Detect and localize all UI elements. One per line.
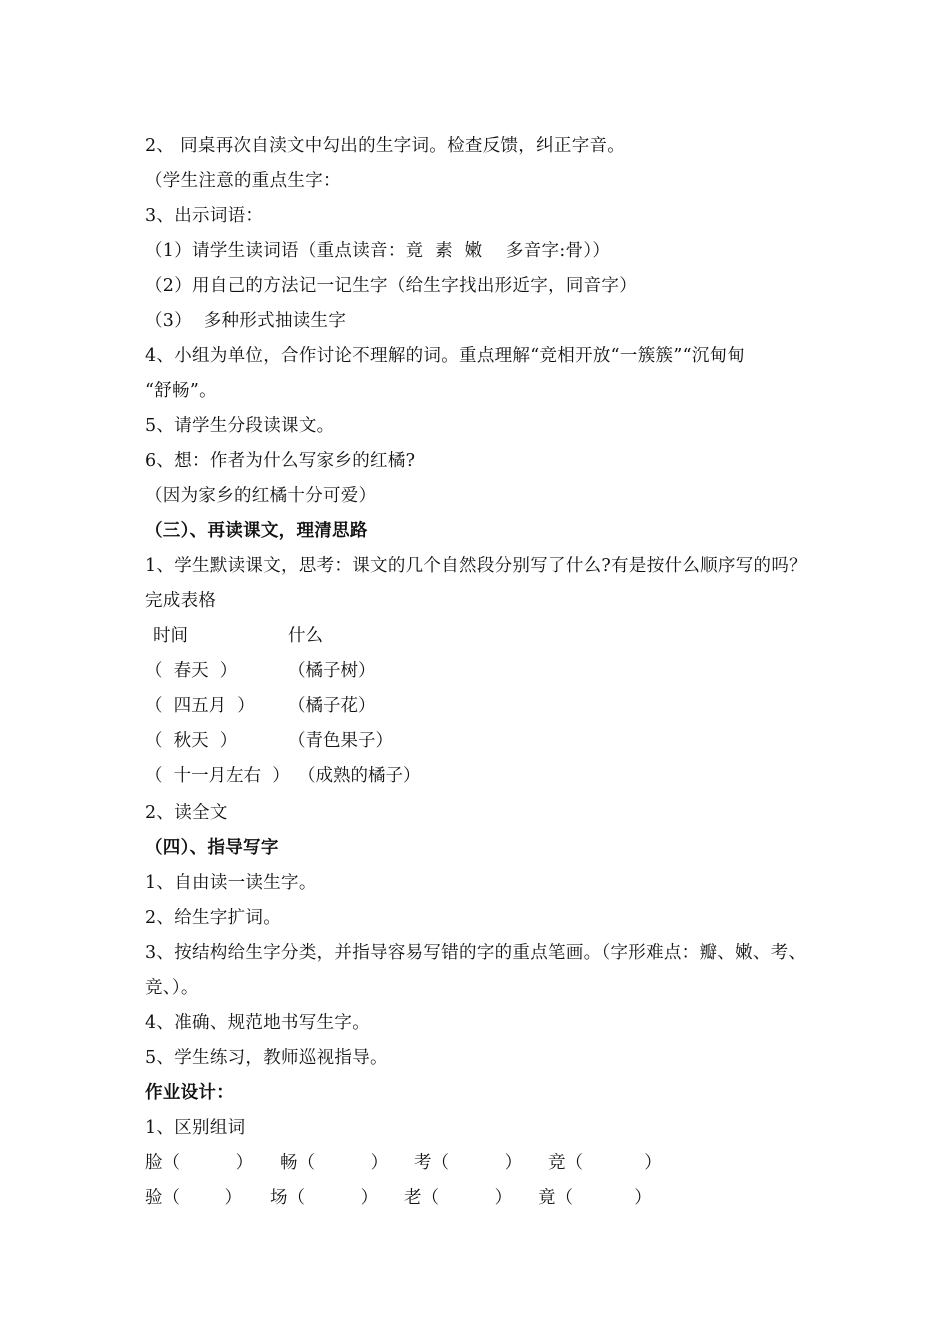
exercise-item: 老（ ）	[404, 1188, 513, 1208]
exercise-item: 竟（ ）	[538, 1188, 652, 1208]
section-heading: （四）、指导写字	[145, 838, 279, 858]
text-line: 5、学生练习，教师巡视指导。	[145, 1048, 388, 1068]
table-cell: （ 十一月左右 ）	[145, 766, 290, 786]
table-cell: （ 春天 ）	[145, 661, 238, 681]
table-cell: （青色果子）	[288, 731, 393, 751]
text-line: 1、自由读一读生字。	[145, 873, 317, 893]
text-line: 4、小组为单位，合作讨论不理解的词。重点理解“竞相开放“一簇簇”“沉甸甸	[145, 346, 746, 366]
text-line: 6、想：作者为什么写家乡的红橘?	[145, 451, 416, 471]
text-line: （学生注意的重点生字：	[145, 171, 341, 191]
table-cell: （橘子树）	[288, 661, 376, 681]
table-cell: （橘子花）	[288, 696, 376, 716]
text-line: 3、出示词语：	[145, 206, 264, 226]
text-line: （3） 多种形式抽读生字	[145, 311, 347, 331]
section-heading: （三）、再读课文，理清思路	[145, 521, 368, 541]
exercise-item: 脸（ ）	[145, 1153, 254, 1173]
exercise-item: 畅（ ）	[280, 1153, 389, 1173]
table-cell: （成熟的橘子）	[298, 766, 421, 786]
text-line: 2、读全文	[145, 803, 228, 823]
text-line: 完成表格	[145, 591, 217, 611]
text-line: 1、学生默读课文，思考：课文的几个自然段分别写了什么?有是按什么顺序写的吗？	[145, 556, 807, 576]
text-line: 3、按结构给生字分类，并指导容易写错的字的重点笔画。（字形难点：瓣、嫩、考、	[145, 943, 807, 963]
exercise-item: 验（ ）	[145, 1188, 243, 1208]
exercise-item: 场（ ）	[270, 1188, 379, 1208]
table-header-what: 什么	[288, 626, 323, 646]
text-line: 2、 同桌再次自渎文中勾出的生字词。检查反馈，纠正字音。	[145, 136, 626, 156]
text-line: 竞、）。	[145, 978, 199, 998]
text-line: 2、给生字扩词。	[145, 908, 282, 928]
exercise-item: 竞（ ）	[548, 1153, 662, 1173]
text-line: “舒畅”。	[145, 381, 217, 401]
table-cell: （ 四五月 ）	[145, 696, 255, 716]
text-line: （2）用自己的方法记一记生字（给生字找出形近字，同音字）	[145, 276, 638, 296]
text-line: 1、区别组词	[145, 1118, 246, 1138]
text-line: 4、准确、规范地书写生字。	[145, 1013, 371, 1033]
table-cell: （ 秋天 ）	[145, 731, 238, 751]
text-line: 5、请学生分段读课文。	[145, 416, 335, 436]
text-line: （1）请学生读词语（重点读音：竟 素 嫩 多音字:骨））	[145, 241, 611, 261]
homework-heading: 作业设计：	[145, 1083, 234, 1103]
exercise-item: 考（ ）	[414, 1153, 523, 1173]
text-line: （因为家乡的红橘十分可爱）	[145, 486, 377, 506]
table-header-time: 时间	[153, 626, 188, 646]
